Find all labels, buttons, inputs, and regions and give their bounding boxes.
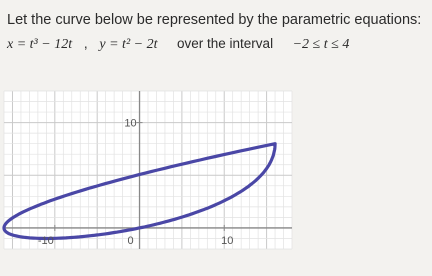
problem-intro: Let the curve below be represented by the parametric equations: xyxy=(7,12,422,28)
problem-statement xyxy=(7,11,427,54)
interval: −2 ≤ t ≤ 4 xyxy=(292,37,350,52)
parametric-chart xyxy=(0,83,300,263)
x-equation: x = t³ − 12t xyxy=(7,37,73,52)
y-equation: y = t² − 2t xyxy=(99,37,158,52)
x-tick-label-neg10: -10 xyxy=(37,234,54,247)
x-tick-label-0: 0 xyxy=(127,234,134,247)
interval-text: over the interval xyxy=(177,36,274,51)
y-tick-label-10: 10 xyxy=(124,117,137,130)
chart-svg xyxy=(0,83,300,263)
equation-line xyxy=(7,35,427,54)
equation-separator: , xyxy=(83,36,88,51)
x-tick-label-10: 10 xyxy=(221,234,234,247)
